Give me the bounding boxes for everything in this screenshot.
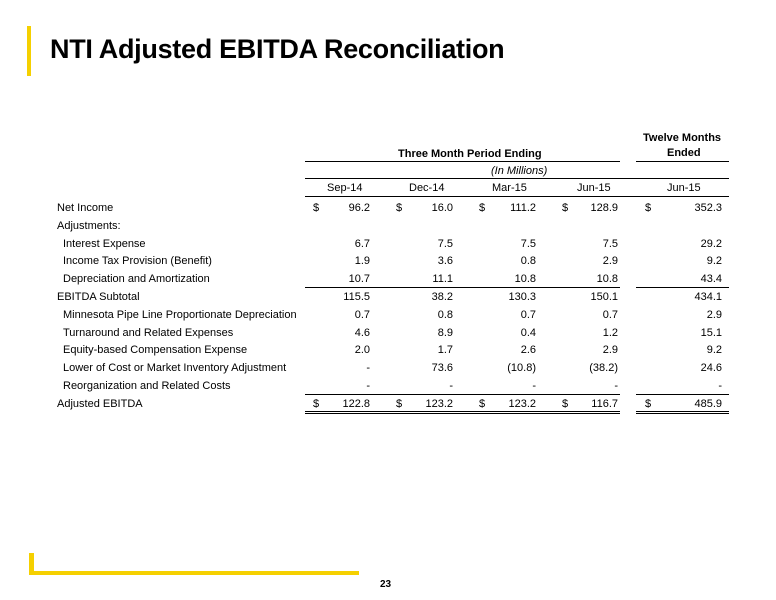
twelve-months-header-line1: Twelve Months (643, 132, 722, 144)
table-cell: 115.5 (343, 291, 370, 303)
page-title: NTI Adjusted EBITDA Reconciliation (50, 34, 505, 64)
table-cell: 0.8 (437, 308, 453, 321)
table-cell: 73.6 (431, 362, 453, 375)
table-cell: 2.9 (706, 308, 722, 321)
table-cell: 2.0 (354, 344, 370, 357)
table-cell: - (718, 380, 722, 392)
table-cell: 4.6 (354, 326, 370, 339)
table-cell: (10.8) (507, 362, 536, 375)
row-label: Net Income (57, 202, 114, 214)
table-cell: - (532, 380, 536, 392)
row-label: Minnesota Pipe Line Proportionate Depreciation (63, 308, 297, 321)
total-double-rule-1 (305, 411, 620, 412)
total-double-rule-twelve-1 (636, 411, 729, 412)
table-cell: 8.9 (437, 326, 453, 339)
column-header-jun15-twelve: Jun-15 (667, 182, 701, 194)
total-rule-twelve (636, 394, 729, 395)
column-header-dec14: Dec-14 (409, 182, 445, 194)
column-header-jun15: Jun-15 (577, 182, 611, 194)
table-cell: 96.2 (348, 202, 370, 214)
three-month-header: Three Month Period Ending (398, 148, 542, 160)
table-cell: 43.4 (700, 273, 722, 286)
units-underline (305, 178, 729, 179)
currency-symbol: $ (479, 202, 486, 214)
total-rule (305, 394, 620, 395)
table-cell: 3.6 (437, 255, 453, 268)
table-cell: 0.7 (354, 308, 370, 321)
column-header-mar15: Mar-15 (492, 182, 527, 194)
table-cell: 128.9 (590, 202, 618, 214)
table-cell: - (614, 380, 618, 392)
column-header-sep14: Sep-14 (327, 182, 363, 194)
row-label: Adjusted EBITDA (57, 397, 143, 410)
title-accent-bar (27, 26, 31, 76)
table-cell: 15.1 (700, 326, 722, 339)
table-cell: 10.8 (596, 273, 618, 286)
page-number: 23 (380, 579, 392, 590)
table-cell: 2.9 (602, 344, 618, 357)
table-cell: 123.2 (425, 397, 453, 410)
table-cell: 7.5 (437, 237, 453, 250)
table-row (0, 306, 776, 324)
table-cell: 10.7 (348, 273, 370, 286)
table-cell: 24.6 (700, 362, 722, 375)
currency-symbol: $ (396, 397, 403, 410)
table-cell: 1.7 (437, 344, 453, 357)
table-cell: 16.0 (431, 202, 453, 214)
row-label: EBITDA Subtotal (57, 291, 140, 303)
three-month-underline (305, 161, 620, 162)
table-cell: 150.1 (590, 291, 618, 303)
table-cell: 11.1 (432, 273, 453, 286)
currency-symbol: $ (645, 202, 652, 214)
table-cell: 6.7 (354, 237, 370, 250)
currency-symbol: $ (479, 397, 486, 410)
table-cell: 111.2 (510, 202, 536, 214)
table-row (0, 288, 776, 306)
table-row (0, 377, 776, 395)
currency-symbol: $ (313, 397, 320, 410)
row-label: Depreciation and Amortization (63, 273, 210, 286)
table-cell: 9.2 (706, 344, 722, 357)
table-cell: 0.7 (602, 308, 618, 321)
table-cell: - (366, 380, 370, 392)
table-cell: 122.8 (342, 397, 370, 410)
table-cell: 38.2 (431, 291, 453, 303)
table-row (0, 270, 776, 288)
table-row (0, 359, 776, 377)
table-cell: 2.6 (520, 344, 536, 357)
table-row (0, 235, 776, 253)
table-cell: 485.9 (694, 397, 722, 410)
row-label: Income Tax Provision (Benefit) (63, 255, 212, 268)
row-label: Adjustments: (57, 219, 121, 232)
table-cell: 29.2 (700, 237, 722, 250)
row-label: Equity-based Compensation Expense (63, 344, 248, 357)
table-cell: 0.4 (520, 326, 536, 339)
table-row (0, 217, 776, 235)
table-cell: 123.2 (508, 397, 536, 410)
footer-accent-horizontal (29, 571, 359, 575)
table-cell: - (366, 362, 370, 375)
table-cell: 130.3 (508, 291, 536, 303)
table-cell: 116.7 (591, 397, 618, 410)
row-label: Reorganization and Related Costs (63, 380, 231, 392)
table-cell: - (449, 380, 453, 392)
twelve-months-header-line2: Ended (667, 147, 701, 159)
row-label: Interest Expense (63, 237, 146, 250)
total-double-rule-twelve-2 (636, 413, 729, 414)
subtotal-rule-twelve (636, 287, 729, 288)
table-cell: 434.1 (694, 291, 722, 303)
table-cell: 2.9 (602, 255, 618, 268)
table-cell: 10.8 (514, 273, 536, 286)
table-row (0, 324, 776, 342)
table-cell: 1.2 (602, 326, 618, 339)
table-cell: 7.5 (520, 237, 536, 250)
currency-symbol: $ (562, 397, 569, 410)
twelve-month-underline (636, 161, 729, 162)
subtotal-rule (305, 287, 620, 288)
table-cell: 1.9 (354, 255, 370, 268)
currency-symbol: $ (562, 202, 569, 214)
column-header-underline (305, 196, 729, 197)
currency-symbol: $ (313, 202, 320, 214)
table-cell: (38.2) (589, 362, 618, 375)
table-cell: 7.5 (602, 237, 618, 250)
table-row (0, 199, 776, 217)
table-row (0, 252, 776, 270)
table-row (0, 341, 776, 359)
row-label: Lower of Cost or Market Inventory Adjustment (63, 362, 287, 375)
total-double-rule-2 (305, 413, 620, 414)
row-label: Turnaround and Related Expenses (63, 326, 234, 339)
table-cell: 0.7 (520, 308, 536, 321)
table-cell: 352.3 (694, 202, 722, 214)
units-label: (In Millions) (491, 165, 548, 177)
currency-symbol: $ (396, 202, 403, 214)
currency-symbol: $ (645, 397, 652, 410)
table-cell: 0.8 (520, 255, 536, 268)
table-cell: 9.2 (706, 255, 722, 268)
